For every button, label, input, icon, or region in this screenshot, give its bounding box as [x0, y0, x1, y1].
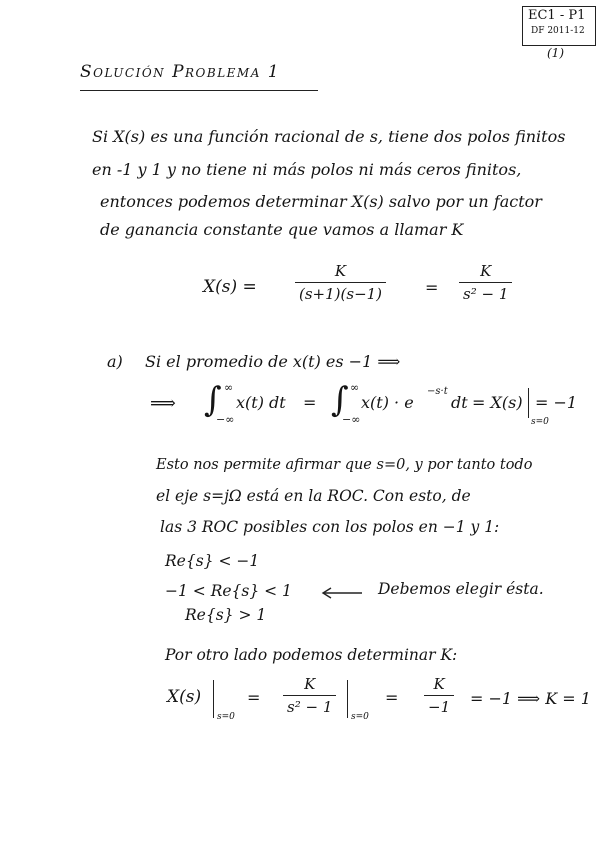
stamp-line2: DF 2011-12	[531, 26, 585, 36]
int2-dt: dt	[451, 393, 468, 412]
stamp-line1: EC1 - P1	[528, 8, 586, 23]
final-frac1-num: K	[304, 675, 316, 693]
final-eval-2: s=0	[351, 712, 369, 722]
intro-line3: entonces podemos determinar X(s) salvo por un factor	[100, 192, 542, 211]
int2-upper: ∞	[350, 381, 360, 394]
page-title: Solución Problema 1	[80, 62, 281, 82]
final-eq-2: =	[385, 688, 399, 707]
roc-option-2: −1 < Re{s} < 1	[165, 582, 292, 600]
conclusion-line: Por otro lado podemos determinar K:	[165, 646, 458, 664]
roc-line3: las 3 ROC posibles con los polos en −1 y 1:	[160, 518, 500, 536]
eq1-frac2-den: s² − 1	[463, 285, 509, 303]
int-result: = X(s)	[472, 393, 523, 412]
intro-line1: Si X(s) es una función racional de s, tiene dos polos finitos	[92, 127, 566, 146]
int1-lower: −∞	[216, 413, 235, 426]
final-result: = −1 ⟹ K = 1	[470, 689, 591, 708]
final-frac1-den: s² − 1	[287, 698, 333, 716]
eval-bar	[347, 680, 348, 718]
title-underline	[80, 90, 318, 91]
eq1-frac2-num: K	[480, 262, 492, 280]
fraction-bar	[295, 282, 386, 283]
final-frac2-den: −1	[428, 698, 451, 716]
eq1-frac1-num: K	[334, 262, 347, 280]
roc-option-2-note: Debemos elegir ésta.	[378, 580, 544, 598]
fraction-bar	[459, 282, 512, 283]
eq1-fraction-1	[295, 262, 386, 303]
int1-body: x(t) dt	[236, 393, 286, 412]
integral-sign-icon: ∫	[331, 380, 349, 420]
int2-exponent: −s·t	[427, 386, 448, 397]
eq1-lhs: X(s) =	[203, 277, 257, 297]
final-fraction-2	[424, 675, 454, 716]
page-number: (1)	[547, 46, 564, 60]
roc-line1: Esto nos permite afirmar que s=0, y por tanto todo	[156, 457, 533, 473]
int1-upper: ∞	[224, 381, 234, 394]
roc-line2: el eje s=jΩ está en la ROC. Con esto, de	[156, 487, 471, 505]
implies-arrow: ⟹	[150, 393, 176, 414]
roc-option-1: Re{s} < −1	[165, 552, 260, 570]
int-equals: =	[303, 393, 317, 412]
eval-bar	[528, 388, 529, 418]
int-eval-at: s=0	[531, 417, 549, 427]
eq1-fraction-2	[459, 262, 512, 303]
int2-lower: −∞	[342, 413, 361, 426]
roc-option-3: Re{s} > 1	[185, 606, 267, 624]
left-arrow-icon	[320, 587, 362, 599]
final-frac2-num: K	[433, 675, 445, 693]
eq1-frac1-den: (s+1)(s−1)	[299, 285, 383, 303]
final-eq-1: =	[247, 688, 261, 707]
part-a-label: a)	[107, 352, 123, 371]
intro-line2: en -1 y 1 y no tiene ni más polos ni más ceros finitos,	[92, 160, 522, 179]
eq1-equals: =	[425, 278, 439, 297]
intro-line4: de ganancia constante que vamos a llamar K	[100, 220, 464, 239]
final-fraction-1	[283, 675, 336, 716]
int-result-value: = −1	[535, 393, 578, 412]
final-lhs: X(s)	[167, 687, 202, 707]
fraction-bar	[283, 695, 336, 696]
fraction-bar	[424, 695, 454, 696]
int2-body: x(t) · e	[361, 393, 414, 412]
eval-bar	[213, 680, 214, 718]
part-a-statement: Si el promedio de x(t) es −1 ⟹	[145, 352, 401, 371]
integral-sign-icon: ∫	[204, 380, 222, 420]
final-eval-1: s=0	[217, 712, 235, 722]
